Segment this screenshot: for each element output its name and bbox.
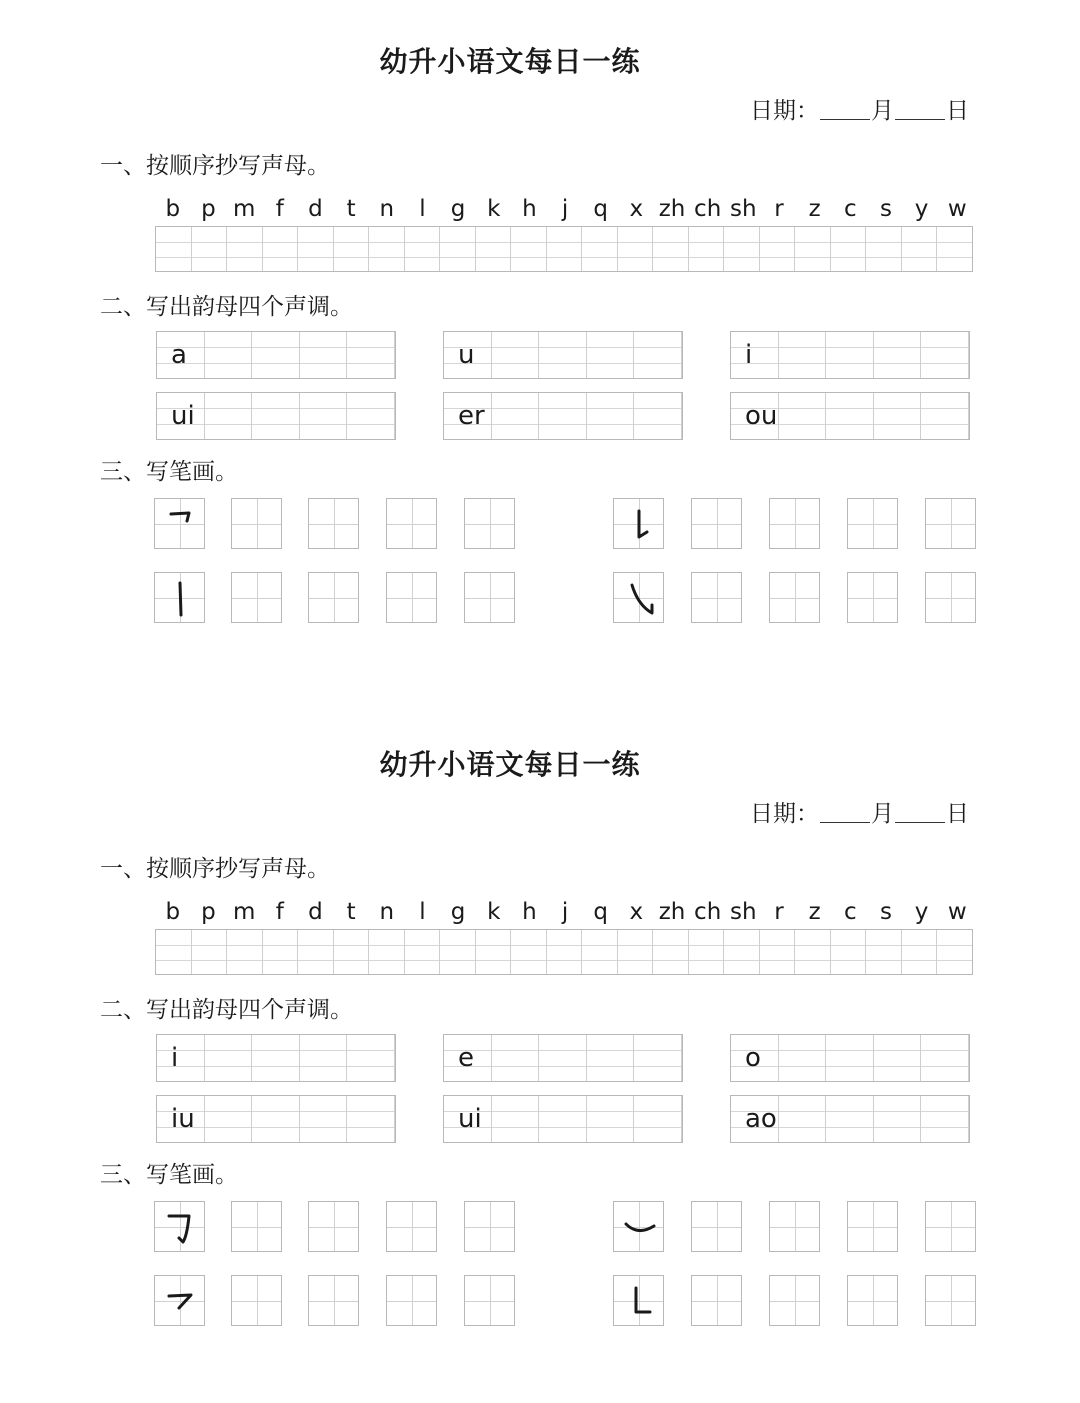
practice-box[interactable] xyxy=(691,1201,742,1252)
final-tone-row xyxy=(443,1034,683,1082)
initial-letter: q xyxy=(593,196,608,222)
stroke-model-box xyxy=(613,1201,664,1252)
initial-letter: c xyxy=(843,196,857,222)
writing-cell[interactable] xyxy=(227,930,263,974)
month-blank[interactable] xyxy=(820,99,870,120)
practice-box[interactable] xyxy=(386,1275,437,1326)
final-tone-row xyxy=(730,1095,970,1143)
initial-letter: k xyxy=(487,196,501,222)
writing-cell[interactable] xyxy=(298,930,334,974)
initial-letter: g xyxy=(450,196,466,222)
writing-cell[interactable] xyxy=(618,227,654,271)
practice-box[interactable] xyxy=(308,572,359,623)
writing-cell[interactable] xyxy=(653,930,689,974)
initial-letter: h xyxy=(522,196,537,222)
final-label: u xyxy=(458,340,475,370)
practice-box[interactable] xyxy=(925,1275,976,1326)
final-tone-row xyxy=(443,331,683,379)
practice-box[interactable] xyxy=(769,572,820,623)
writing-cell[interactable] xyxy=(511,227,547,271)
writing-cell[interactable] xyxy=(634,1035,682,1081)
writing-cell[interactable] xyxy=(831,930,867,974)
writing-cell[interactable] xyxy=(587,332,635,378)
writing-cell[interactable] xyxy=(779,332,827,378)
final-label: a xyxy=(171,340,187,370)
initial-letter: z xyxy=(808,196,821,222)
xie-gou-icon xyxy=(614,573,665,624)
writing-cell[interactable] xyxy=(192,930,228,974)
practice-box[interactable] xyxy=(769,1201,820,1252)
page-title: 幼升小语文每日一练 xyxy=(379,45,641,78)
initial-letter: s xyxy=(879,899,892,925)
initials-row xyxy=(155,897,975,927)
month-blank[interactable] xyxy=(820,802,870,823)
writing-cell[interactable] xyxy=(779,1035,827,1081)
practice-box[interactable] xyxy=(231,1201,282,1252)
month-label: 月 xyxy=(871,98,894,124)
writing-cell[interactable] xyxy=(921,332,969,378)
writing-cell[interactable] xyxy=(539,332,587,378)
writing-cell[interactable] xyxy=(369,930,405,974)
writing-cell[interactable] xyxy=(300,332,348,378)
writing-cell[interactable] xyxy=(205,1035,253,1081)
final-label: ou xyxy=(745,401,778,431)
writing-cell[interactable] xyxy=(492,1035,540,1081)
writing-cell[interactable] xyxy=(921,1096,969,1142)
section-heading-initials: 一、按顺序抄写声母。 xyxy=(100,856,330,882)
writing-cell[interactable] xyxy=(724,227,760,271)
practice-box[interactable] xyxy=(231,1275,282,1326)
writing-cell[interactable] xyxy=(724,930,760,974)
final-label: iu xyxy=(171,1104,195,1134)
heng-zhe-icon xyxy=(155,499,206,550)
final-label: i xyxy=(171,1043,179,1073)
worksheet-2 xyxy=(0,703,1080,1403)
practice-box[interactable] xyxy=(691,1275,742,1326)
writing-cell[interactable] xyxy=(539,393,587,439)
practice-box[interactable] xyxy=(925,1201,976,1252)
final-label: er xyxy=(458,401,485,431)
final-tone-row xyxy=(156,1095,396,1143)
writing-cell[interactable] xyxy=(731,332,779,378)
practice-box[interactable] xyxy=(386,498,437,549)
initial-letter: f xyxy=(275,899,284,925)
writing-cell[interactable] xyxy=(795,227,831,271)
initial-letter: f xyxy=(275,196,284,222)
writing-cell[interactable] xyxy=(760,930,796,974)
date-line xyxy=(750,92,969,125)
writing-cell[interactable] xyxy=(539,1096,587,1142)
initial-letter: g xyxy=(450,899,466,925)
stroke-model-box xyxy=(613,1275,664,1326)
writing-cell[interactable] xyxy=(921,1035,969,1081)
writing-cell[interactable] xyxy=(157,1035,205,1081)
writing-cell[interactable] xyxy=(582,227,618,271)
writing-cell[interactable] xyxy=(347,332,395,378)
writing-cell[interactable] xyxy=(156,227,192,271)
section-heading-strokes: 三、写笔画。 xyxy=(100,1162,238,1188)
initial-letter: c xyxy=(843,899,857,925)
initial-letter: z xyxy=(808,899,821,925)
initials-row xyxy=(155,194,975,224)
date-line xyxy=(750,795,969,828)
practice-box[interactable] xyxy=(464,498,515,549)
practice-box[interactable] xyxy=(231,498,282,549)
section-heading-tones: 二、写出韵母四个声调。 xyxy=(100,997,353,1023)
practice-box[interactable] xyxy=(308,1275,359,1326)
initial-letter: ch xyxy=(694,899,722,925)
stroke-model-box xyxy=(154,572,205,623)
initial-letter: l xyxy=(419,899,426,925)
final-tone-row xyxy=(156,392,396,440)
writing-cell[interactable] xyxy=(511,930,547,974)
writing-cell[interactable] xyxy=(334,227,370,271)
writing-cell[interactable] xyxy=(826,393,874,439)
initials-copy-grid xyxy=(155,929,973,975)
day-blank[interactable] xyxy=(895,802,945,823)
date-label: 日期： xyxy=(750,801,819,827)
writing-cell[interactable] xyxy=(476,227,512,271)
initial-letter: q xyxy=(593,899,608,925)
final-label: ui xyxy=(458,1104,482,1134)
initial-letter: ch xyxy=(694,196,722,222)
initial-letter: p xyxy=(201,899,216,925)
writing-cell[interactable] xyxy=(874,1035,922,1081)
shu-ti-icon xyxy=(614,499,665,550)
stroke-model-box xyxy=(154,1201,205,1252)
writing-cell[interactable] xyxy=(634,1096,682,1142)
worksheet-1 xyxy=(0,0,1080,700)
initial-letter: b xyxy=(165,899,181,925)
writing-cell[interactable] xyxy=(192,227,228,271)
final-tone-row xyxy=(156,1034,396,1082)
final-label: o xyxy=(745,1043,761,1073)
writing-cell[interactable] xyxy=(476,930,512,974)
writing-cell[interactable] xyxy=(587,393,635,439)
writing-cell[interactable] xyxy=(582,930,618,974)
writing-cell[interactable] xyxy=(874,393,922,439)
final-tone-row xyxy=(156,331,396,379)
page-title: 幼升小语文每日一练 xyxy=(379,748,641,781)
day-label: 日 xyxy=(946,98,969,124)
initial-letter: s xyxy=(879,196,892,222)
writing-cell[interactable] xyxy=(547,227,583,271)
writing-cell[interactable] xyxy=(634,393,682,439)
practice-box[interactable] xyxy=(847,498,898,549)
writing-cell[interactable] xyxy=(826,1035,874,1081)
initials-copy-grid xyxy=(155,226,973,272)
writing-cell[interactable] xyxy=(760,227,796,271)
writing-cell[interactable] xyxy=(300,393,348,439)
writing-cell[interactable] xyxy=(440,227,476,271)
final-tone-row xyxy=(730,392,970,440)
practice-box[interactable] xyxy=(691,572,742,623)
writing-cell[interactable] xyxy=(937,930,972,974)
writing-cell[interactable] xyxy=(263,227,299,271)
final-label: e xyxy=(458,1043,474,1073)
writing-cell[interactable] xyxy=(205,393,253,439)
stroke-model-box xyxy=(613,498,664,549)
practice-box[interactable] xyxy=(464,572,515,623)
section-heading-initials: 一、按顺序抄写声母。 xyxy=(100,153,330,179)
writing-cell[interactable] xyxy=(937,227,972,271)
writing-cell[interactable] xyxy=(347,393,395,439)
initial-letter: m xyxy=(232,196,256,222)
day-label: 日 xyxy=(946,801,969,827)
initial-letter: k xyxy=(487,899,501,925)
writing-cell[interactable] xyxy=(263,930,299,974)
writing-cell[interactable] xyxy=(440,930,476,974)
initial-letter: zh xyxy=(658,899,686,925)
shu-zhe-icon xyxy=(614,1276,665,1327)
wo-gou-icon xyxy=(614,1202,665,1253)
final-label: ui xyxy=(171,401,195,431)
final-tone-row xyxy=(730,1034,970,1082)
initial-letter: x xyxy=(629,899,644,925)
writing-cell[interactable] xyxy=(252,1035,300,1081)
writing-cell[interactable] xyxy=(300,1035,348,1081)
initial-letter: r xyxy=(774,196,784,222)
writing-cell[interactable] xyxy=(826,332,874,378)
initial-letter: l xyxy=(419,196,426,222)
final-label: i xyxy=(745,340,753,370)
writing-cell[interactable] xyxy=(227,227,263,271)
writing-cell[interactable] xyxy=(252,332,300,378)
writing-cell[interactable] xyxy=(405,930,441,974)
practice-box[interactable] xyxy=(769,498,820,549)
initial-letter: t xyxy=(346,899,356,925)
practice-box[interactable] xyxy=(308,1201,359,1252)
section-heading-strokes: 三、写笔画。 xyxy=(100,459,238,485)
initial-letter: b xyxy=(165,196,181,222)
practice-box[interactable] xyxy=(925,498,976,549)
writing-cell[interactable] xyxy=(921,393,969,439)
writing-cell[interactable] xyxy=(779,1096,827,1142)
stroke-model-box xyxy=(613,572,664,623)
initial-letter: h xyxy=(522,899,537,925)
writing-cell[interactable] xyxy=(252,1096,300,1142)
practice-box[interactable] xyxy=(925,572,976,623)
writing-cell[interactable] xyxy=(902,227,938,271)
writing-cell[interactable] xyxy=(634,332,682,378)
date-label: 日期： xyxy=(750,98,819,124)
practice-box[interactable] xyxy=(464,1275,515,1326)
initial-letter: m xyxy=(232,899,256,925)
writing-cell[interactable] xyxy=(902,930,938,974)
practice-box[interactable] xyxy=(691,498,742,549)
writing-cell[interactable] xyxy=(689,227,725,271)
writing-cell[interactable] xyxy=(156,930,192,974)
practice-box[interactable] xyxy=(386,1201,437,1252)
writing-cell[interactable] xyxy=(874,1096,922,1142)
practice-box[interactable] xyxy=(308,498,359,549)
stroke-model-box xyxy=(154,1275,205,1326)
month-label: 月 xyxy=(871,801,894,827)
writing-cell[interactable] xyxy=(539,1035,587,1081)
final-tone-row xyxy=(730,331,970,379)
stroke-model-box xyxy=(154,498,205,549)
initial-letter: sh xyxy=(730,899,757,925)
final-tone-row xyxy=(443,392,683,440)
practice-box[interactable] xyxy=(847,1201,898,1252)
initial-letter: w xyxy=(947,899,967,925)
writing-cell[interactable] xyxy=(779,393,827,439)
initial-letter: p xyxy=(201,196,216,222)
writing-cell[interactable] xyxy=(831,227,867,271)
writing-cell[interactable] xyxy=(492,332,540,378)
heng-zhe-gou-icon xyxy=(155,1202,206,1253)
initial-letter: j xyxy=(561,196,569,222)
initial-letter: sh xyxy=(730,196,757,222)
section-heading-tones: 二、写出韵母四个声调。 xyxy=(100,294,353,320)
initial-letter: y xyxy=(914,196,929,222)
writing-cell[interactable] xyxy=(874,332,922,378)
writing-cell[interactable] xyxy=(298,227,334,271)
writing-cell[interactable] xyxy=(369,227,405,271)
final-tone-row xyxy=(443,1095,683,1143)
writing-cell[interactable] xyxy=(347,1096,395,1142)
writing-cell[interactable] xyxy=(405,227,441,271)
practice-box[interactable] xyxy=(847,1275,898,1326)
final-label: ao xyxy=(745,1104,777,1134)
initial-letter: j xyxy=(561,899,569,925)
writing-cell[interactable] xyxy=(653,227,689,271)
day-blank[interactable] xyxy=(895,99,945,120)
initial-letter: t xyxy=(346,196,356,222)
writing-cell[interactable] xyxy=(347,1035,395,1081)
shu-icon xyxy=(155,573,206,624)
writing-cell[interactable] xyxy=(795,930,831,974)
writing-cell[interactable] xyxy=(587,1096,635,1142)
initial-letter: x xyxy=(629,196,644,222)
writing-cell[interactable] xyxy=(334,930,370,974)
practice-box[interactable] xyxy=(231,572,282,623)
writing-cell[interactable] xyxy=(492,1096,540,1142)
initial-letter: n xyxy=(379,196,395,222)
writing-cell[interactable] xyxy=(205,332,253,378)
practice-box[interactable] xyxy=(769,1275,820,1326)
initial-letter: n xyxy=(379,899,395,925)
initial-letter: w xyxy=(947,196,967,222)
initial-letter: y xyxy=(914,899,929,925)
writing-cell[interactable] xyxy=(866,930,902,974)
initial-letter: zh xyxy=(658,196,686,222)
writing-cell[interactable] xyxy=(866,227,902,271)
practice-box[interactable] xyxy=(464,1201,515,1252)
initial-letter: d xyxy=(308,899,323,925)
initial-letter: r xyxy=(774,899,784,925)
practice-box[interactable] xyxy=(847,572,898,623)
heng-pie-icon xyxy=(155,1276,206,1327)
writing-cell[interactable] xyxy=(205,1096,253,1142)
writing-cell[interactable] xyxy=(547,930,583,974)
writing-cell[interactable] xyxy=(587,1035,635,1081)
writing-cell[interactable] xyxy=(300,1096,348,1142)
writing-cell[interactable] xyxy=(492,393,540,439)
writing-cell[interactable] xyxy=(826,1096,874,1142)
writing-cell[interactable] xyxy=(252,393,300,439)
writing-cell[interactable] xyxy=(689,930,725,974)
initial-letter: d xyxy=(308,196,323,222)
practice-box[interactable] xyxy=(386,572,437,623)
writing-cell[interactable] xyxy=(618,930,654,974)
